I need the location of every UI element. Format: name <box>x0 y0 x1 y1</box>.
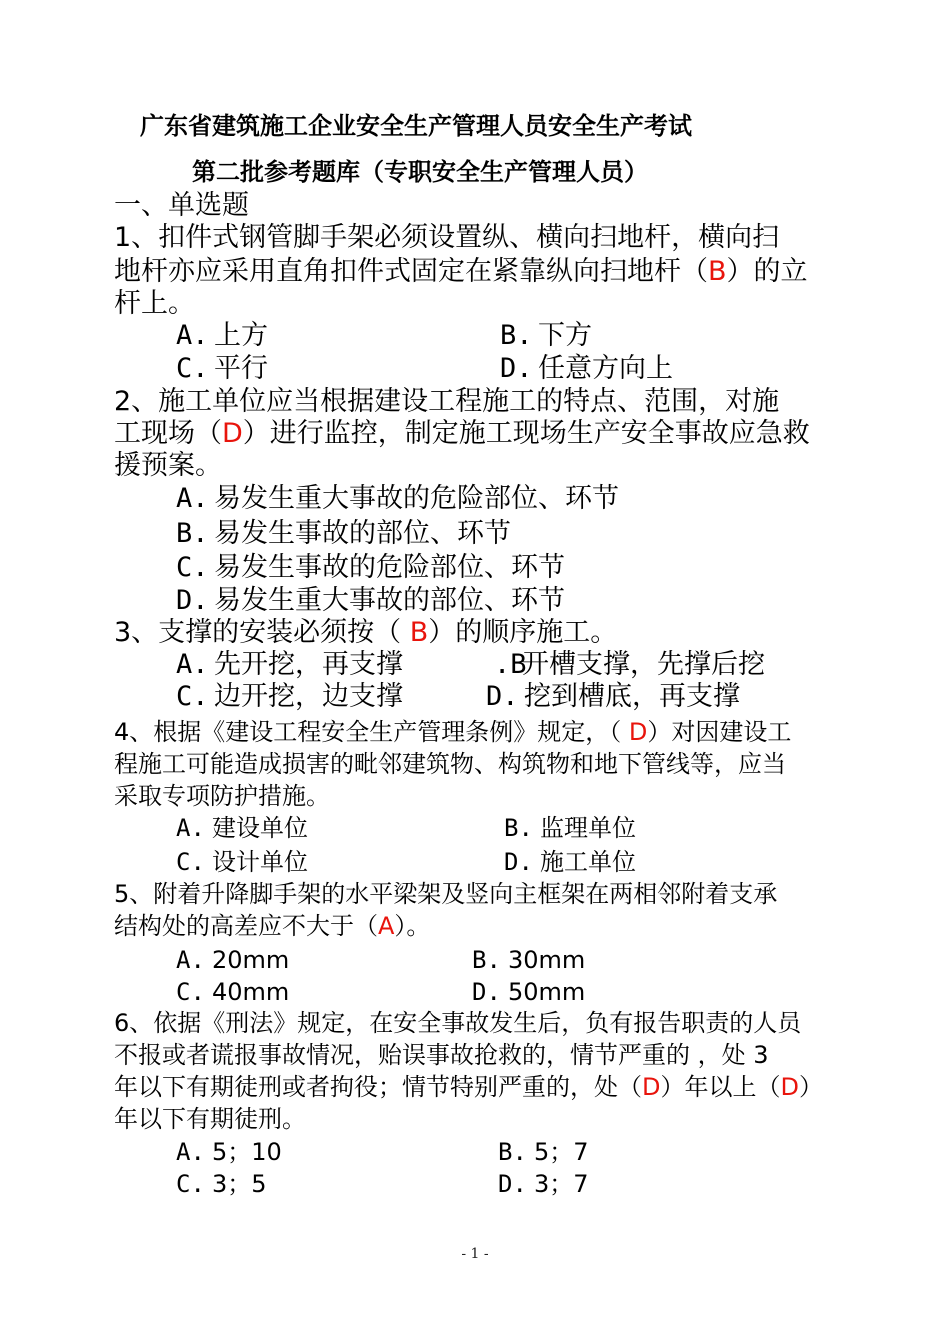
option-text: 先开挖，再支撑 <box>214 649 403 680</box>
question-5-line-1: 5、附着升降脚手架的水平梁架及竖向主框架在两相邻附着支承 <box>114 880 778 908</box>
option-letter: C. <box>176 552 209 583</box>
option-letter: C. <box>176 681 209 712</box>
option-letter: B. <box>176 518 209 549</box>
question-1-line-3: 杆上。 <box>114 288 195 319</box>
question-4-line-3: 采取专项防护措施。 <box>114 782 330 810</box>
question-3-answer: B <box>409 617 429 648</box>
option-letter: C. <box>176 848 205 876</box>
question-1-option-a <box>176 320 268 352</box>
option-text: 5；10 <box>212 1138 282 1166</box>
question-2-option-d <box>176 585 565 617</box>
option-letter: B. <box>504 814 533 842</box>
question-6-line-2: 不报或者谎报事故情况，贻误事故抢救的，情节严重的 ，处 3 <box>114 1041 769 1069</box>
option-text: 监理单位 <box>540 814 636 842</box>
question-4-option-a <box>176 812 308 844</box>
option-text: 易发生重大事故的部位、环节 <box>214 585 565 616</box>
question-4-answer: D <box>628 718 648 746</box>
option-letter: A. <box>176 483 209 514</box>
question-2-answer: D <box>222 418 243 449</box>
option-text: 3；7 <box>534 1170 589 1198</box>
question-1-option-b <box>500 320 592 352</box>
option-text: 上方 <box>214 320 268 351</box>
question-5-option-d <box>472 976 585 1008</box>
question-3-option-b <box>494 649 765 681</box>
option-letter: B. <box>498 1138 527 1166</box>
question-3-option-a <box>176 649 403 681</box>
question-5-option-c <box>176 976 289 1008</box>
option-text: 边开挖，边支撑 <box>214 681 403 712</box>
question-5-text-before-answer: 结构处的高差应不大于（ <box>114 912 378 940</box>
question-3-line-1 <box>114 617 844 649</box>
option-letter: D. <box>176 585 209 616</box>
question-4-text-before-answer: 4、根据《建设工程安全生产管理条例》规定，（ <box>114 718 629 746</box>
question-2-option-a <box>176 483 619 515</box>
option-text: 开槽支撑，先撑后挖 <box>522 649 765 680</box>
option-letter: C. <box>176 978 205 1006</box>
question-6-text-segment-3: ） <box>798 1073 823 1101</box>
question-5-option-a <box>176 944 289 976</box>
question-6-line-1: 6、依据《刑法》规定，在安全事故发生后，负有报告职责的人员 <box>114 1009 802 1037</box>
question-2-option-b <box>176 518 511 550</box>
option-text: 3；5 <box>212 1170 267 1198</box>
option-text: 易发生事故的危险部位、环节 <box>214 552 565 583</box>
question-4-line-2: 程施工可能造成损害的毗邻建筑物、构筑物和地下管线等，应当 <box>114 750 786 778</box>
question-6-text-segment-2: ）年以上（ <box>660 1073 781 1101</box>
option-letter: D. <box>472 978 501 1006</box>
question-4-option-c <box>176 846 308 878</box>
question-3-option-d <box>486 681 740 713</box>
question-6-line-4: 年以下有期徒刑。 <box>114 1105 306 1133</box>
option-text: 易发生事故的部位、环节 <box>214 518 511 549</box>
document-title-line1: 广东省建筑施工企业安全生产管理人员安全生产考试 <box>140 112 692 140</box>
option-letter: A. <box>176 320 209 351</box>
option-text: 建设单位 <box>212 814 308 842</box>
question-6-option-d <box>498 1168 589 1200</box>
question-2-text-after-answer: ）进行监控，制定施工现场生产安全事故应急救 <box>242 418 810 449</box>
question-2-line-3: 援预案。 <box>114 450 222 481</box>
question-6-option-b <box>498 1136 589 1168</box>
option-letter: A. <box>176 649 209 680</box>
question-5-option-b <box>472 944 585 976</box>
section-heading: 一、单选题 <box>114 190 249 221</box>
option-text: 施工单位 <box>540 848 636 876</box>
question-5-answer: A <box>378 912 395 940</box>
option-letter: A. <box>176 946 205 974</box>
question-6-option-a <box>176 1136 282 1168</box>
question-6-answer-2: D <box>780 1073 799 1101</box>
option-letter: A. <box>176 1138 205 1166</box>
question-4-text-after-answer: ）对因建设工 <box>647 718 792 746</box>
page-number: - 1 - <box>461 1246 489 1262</box>
option-letter: C. <box>176 1170 205 1198</box>
question-1-answer: B <box>708 256 727 287</box>
question-2-line-1: 2、施工单位应当根据建设工程施工的特点、范围，对施 <box>114 386 780 417</box>
option-text: 30mm <box>508 946 586 974</box>
option-text: 易发生重大事故的危险部位、环节 <box>214 483 619 514</box>
option-letter: D. <box>486 681 519 712</box>
option-text: 20mm <box>212 946 290 974</box>
document-title-line2: 第二批参考题库（专职安全生产管理人员） <box>192 158 648 186</box>
option-text: 下方 <box>538 320 592 351</box>
option-text: 设计单位 <box>212 848 308 876</box>
option-text: 40mm <box>212 978 290 1006</box>
option-letter: D. <box>500 353 533 384</box>
question-3-text-after-answer: ）的顺序施工。 <box>428 617 618 648</box>
option-letter: A. <box>176 814 205 842</box>
question-1-line-2 <box>114 256 844 288</box>
option-letter: D. <box>504 848 533 876</box>
option-text: 挖到槽底，再支撑 <box>524 681 740 712</box>
option-text: 50mm <box>508 978 586 1006</box>
question-6-line-3 <box>114 1071 844 1103</box>
question-1-text-after-answer: ）的立 <box>726 256 808 287</box>
question-1-text-before-answer: 地杆亦应采用直角扣件式固定在紧靠纵向扫地杆（ <box>114 256 708 287</box>
question-5-text-after-answer: ）。 <box>394 912 431 940</box>
question-2-line-2 <box>114 418 844 450</box>
question-1-option-d <box>500 353 673 385</box>
option-text: 5；7 <box>534 1138 589 1166</box>
question-1-line-1: 1、扣件式钢管脚手架必须设置纵、横向扫地杆，横向扫 <box>114 222 780 253</box>
option-letter: D. <box>498 1170 527 1198</box>
question-3-option-c <box>176 681 403 713</box>
option-text: 平行 <box>214 353 268 384</box>
option-text: 任意方向上 <box>538 353 673 384</box>
question-6-answer-1: D <box>642 1073 661 1101</box>
question-2-option-c <box>176 552 565 584</box>
question-6-text-segment-1: 年以下有期徒刑或者拘役；情节特别严重的，处（ <box>114 1073 642 1101</box>
question-2-text-before-answer: 工现场（ <box>114 418 222 449</box>
option-letter: B. <box>472 946 501 974</box>
option-letter: C. <box>176 353 209 384</box>
question-4-option-d <box>504 846 636 878</box>
question-4-line-1 <box>114 716 844 748</box>
question-1-option-c <box>176 353 268 385</box>
question-3-text-before-answer: 3、支撑的安装必须按（ <box>114 617 410 648</box>
question-5-line-2 <box>114 910 844 942</box>
question-6-option-c <box>176 1168 267 1200</box>
option-letter: B. <box>500 320 533 351</box>
question-4-option-b <box>504 812 636 844</box>
option-letter: .B <box>494 649 527 680</box>
